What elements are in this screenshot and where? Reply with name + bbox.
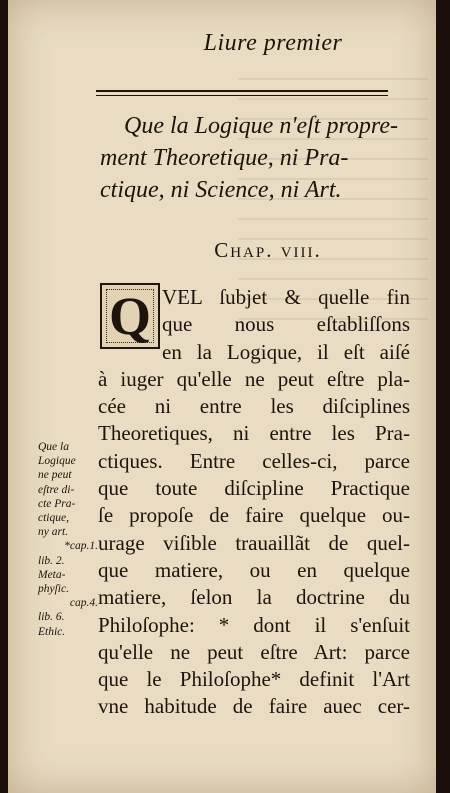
text-line: à iuger qu'elle ne peut eſtre pla- [98, 366, 410, 391]
margin-note-line: ne peut [38, 469, 72, 482]
margin-note-line: cap.4. [69, 597, 98, 610]
text-line: qu'elle ne peut eſtre Art: parce [98, 639, 410, 664]
text-line: VEL ſubjet & quelle fin [162, 285, 410, 309]
text-line: que matiere, ou en quelque [98, 557, 410, 582]
header-rule [96, 90, 388, 96]
title-line: ctique, ni Science, ni Art. [100, 177, 342, 203]
title-line: ment Theoretique, ni Pra- [100, 145, 349, 171]
margin-note-line: lib. 2. [38, 554, 65, 567]
margin-note-line: ctique, [38, 512, 69, 525]
margin-notes [38, 440, 98, 639]
text-line: que le Philoſophe* definit l'Art [98, 667, 410, 692]
text-line: urage viſible trauaillãt de quel- [98, 530, 410, 555]
text-line: matiere, ſelon la doctrine du [98, 585, 410, 610]
initial-letter: Q [108, 286, 151, 346]
text-line: ctiques. Entre celles-ci, parce [98, 448, 410, 473]
book-page [8, 0, 436, 793]
text-line: Theoretiques, ni entre les Pra- [98, 421, 410, 446]
margin-note-line: Logique [38, 455, 76, 468]
margin-note-line: Meta- [38, 568, 66, 581]
margin-note-line: lib. 6. [38, 611, 65, 624]
margin-note-line: *cap.1. [64, 540, 98, 553]
text-line: en la Logique, il eſt aiſé [162, 339, 410, 364]
text-line: Philoſophe: * dont il s'enſuit [98, 612, 410, 637]
body-text [98, 284, 410, 721]
text-line: ſe propoſe de faire quelque ou- [98, 503, 410, 528]
title-line: Que la Logique n'eſt propre- [124, 113, 398, 139]
text-line: vne habitude de faire auec cer- [98, 694, 410, 719]
margin-note-line: cte Pra- [38, 497, 76, 510]
chapter-title [100, 110, 400, 206]
chapter-number: Chap. viii. [214, 238, 322, 262]
text-line: que nous eſtabliſſons [162, 312, 410, 337]
margin-note-line: ny art. [38, 526, 69, 539]
margin-note-line: phyſic. [38, 583, 69, 596]
running-head: Liure premier [203, 30, 343, 56]
margin-note-line: eſtre di- [38, 483, 75, 496]
text-line: que toute diſcipline Practique [98, 476, 410, 501]
text-line: cée ni entre les diſciplines [98, 394, 410, 419]
margin-note-line: Ethic. [38, 625, 66, 638]
margin-note-line: Que la [38, 441, 69, 453]
